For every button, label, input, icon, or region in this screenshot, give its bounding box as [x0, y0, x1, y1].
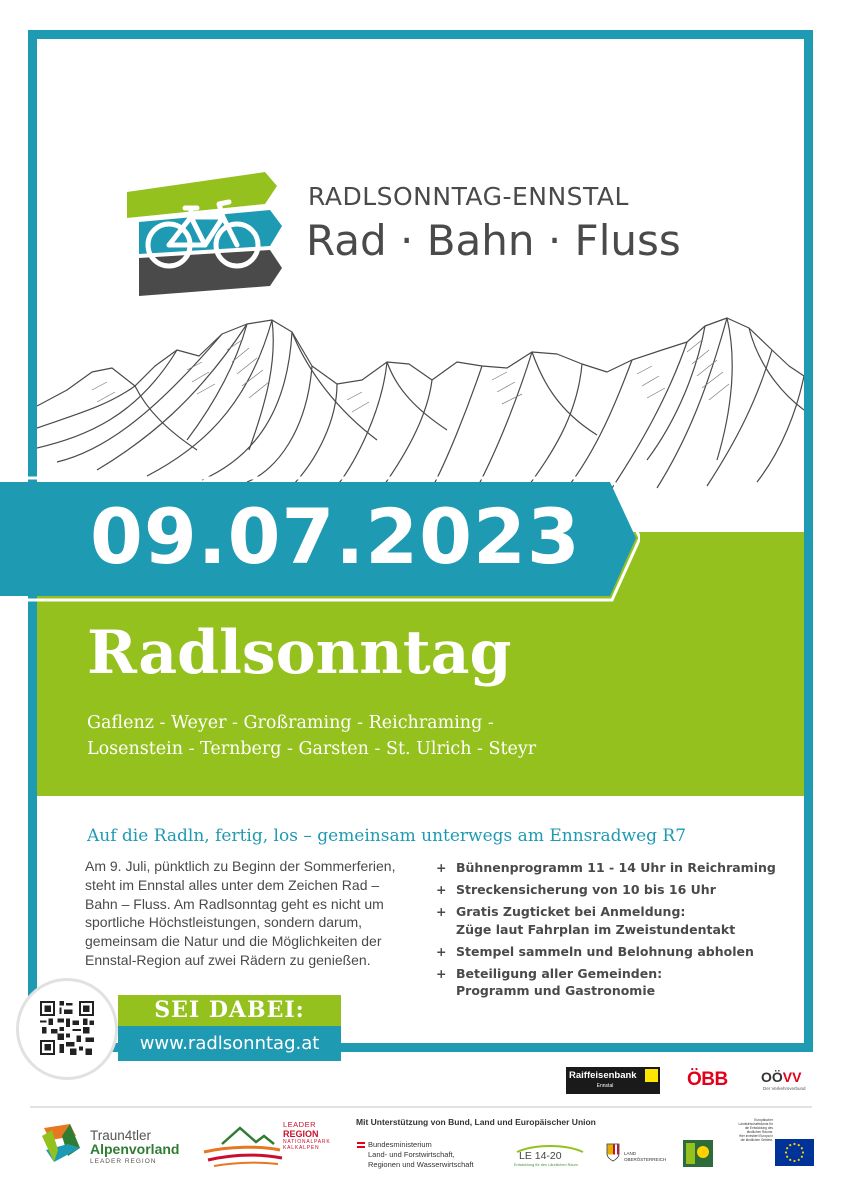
list-item-text: Gratis Zugticket bei Anmeldung: [456, 904, 686, 919]
eu-line: die Entwicklung des [744, 1126, 773, 1130]
raiffeisen-gable-icon [645, 1069, 658, 1082]
list-item [436, 903, 806, 938]
cta-label: SEI DABEI: [154, 997, 305, 1023]
ministry-line: Land- und Forstwirtschaft, [368, 1150, 455, 1159]
land-crest-icon [606, 1142, 620, 1162]
body-line: Bahn – Fluss. Am Radlsonntag geht es nicht um [85, 895, 384, 912]
eu-flag-icon [775, 1139, 814, 1166]
raiffeisen-name: Raiffeisenbank [569, 1070, 637, 1081]
land-text [624, 1151, 666, 1163]
feature-list [436, 859, 806, 1004]
plus-icon: + [436, 860, 447, 875]
land-line: OBERÖSTERREICH [624, 1157, 667, 1162]
brand-subtitle: RADLSONNTAG-ENNSTAL [308, 182, 629, 211]
mountain-illustration [37, 310, 804, 490]
list-item-text: Züge laut Fahrplan im Zweistundentakt [456, 921, 736, 937]
list-item-text: Stempel sammeln und Belohnung abholen [456, 943, 754, 959]
leader-mini-logo-icon [683, 1140, 713, 1167]
oovv-v: VV [782, 1069, 802, 1085]
plus-icon: + [436, 965, 447, 981]
raiffeisen-sub: Ennstal [596, 1083, 614, 1089]
leader-t4: KALKALPEN [283, 1145, 320, 1151]
list-item [436, 943, 806, 961]
t4a-name1: Traun4tler [90, 1128, 152, 1143]
list-item-text: Programm und Gastronomie [456, 983, 656, 998]
eu-text [733, 1118, 773, 1142]
ministry-text [368, 1140, 474, 1170]
obb-logo: ÖBB [687, 1069, 728, 1090]
bicycle-signpost-icon [125, 170, 285, 298]
ministry-line: Regionen und Wasserwirtschaft [368, 1160, 474, 1169]
route-list [87, 710, 536, 762]
event-date: 09.07.2023 [90, 492, 581, 581]
support-text: Mit Unterstützung von Bund, Land und Europäischer Union [356, 1117, 596, 1127]
footer-divider [30, 1106, 812, 1108]
eu-line: ländlichen Raums: [746, 1130, 773, 1134]
route-line: Gaflenz - Weyer - Großraming - Reichraming - [87, 713, 494, 733]
leader-t1: LEADER [283, 1120, 317, 1129]
info-body [85, 857, 420, 970]
traun4tler-logo-icon [40, 1122, 82, 1164]
eu-line: Hier investiert Europa in [738, 1134, 773, 1138]
body-line: gemeinsam die Natur und die Möglichkeiten der [85, 933, 382, 950]
brand-title: Rad · Bahn · Fluss [306, 216, 681, 265]
oovv-main: OÖ [761, 1069, 783, 1085]
event-title: Radlsonntag [87, 618, 512, 688]
info-headline: Auf die Radln, fertig, los – gemeinsam unterwegs am Ennsradweg R7 [87, 826, 687, 846]
plus-icon: + [436, 943, 447, 959]
list-item [436, 859, 806, 877]
ministry-line: Bundesministerium [368, 1140, 432, 1149]
le-logo-sub: Entwicklung für den Ländlichen Raum [514, 1163, 578, 1167]
list-item-text: Beteiligung aller Gemeinden: [456, 965, 663, 981]
list-item [436, 881, 806, 899]
body-line: steht im Ennstal alles unter dem Zeichen Rad – [85, 876, 380, 893]
oovv-logo [761, 1069, 801, 1085]
austria-flag-icon [357, 1142, 365, 1148]
eu-line: Europäischer [754, 1118, 773, 1122]
le-logo-text: LE 14-20 [519, 1150, 562, 1162]
leader-t2: REGION [283, 1129, 319, 1139]
list-item [436, 965, 806, 1000]
route-line: Losenstein - Ternberg - Garsten - St. Ulrich - Steyr [87, 739, 537, 759]
plus-icon: + [436, 904, 447, 919]
eu-line: die ländlichen Gebiete. [740, 1138, 773, 1142]
body-line: Am 9. Juli, pünktlich zu Beginn der Sommerferien, [85, 858, 396, 874]
t4a-name2: Alpenvorland [90, 1141, 180, 1157]
plus-icon: + [436, 882, 447, 897]
list-item-text: Streckensicherung von 10 bis 16 Uhr [456, 882, 716, 897]
t4a-sub: LEADER REGION [90, 1158, 157, 1165]
body-line: Ennstal-Region auf zwei Rädern zu genießen. [85, 951, 371, 968]
land-line: LAND [624, 1151, 637, 1156]
eu-line: Landwirtschaftsfonds für [738, 1122, 773, 1126]
qr-code-icon[interactable] [40, 1001, 94, 1055]
oovv-sub: Der Verkehrsverbund [763, 1086, 806, 1091]
body-line: sportliche Höchstleistungen, sondern darum, [85, 914, 363, 931]
list-item-text: Bühnenprogramm 11 - 14 Uhr in Reichraming [456, 860, 776, 875]
website-link[interactable]: www.radlsonntag.at [139, 1033, 320, 1054]
leader-t3: NATIONALPARK [283, 1139, 331, 1145]
raiffeisen-logo [566, 1067, 660, 1094]
